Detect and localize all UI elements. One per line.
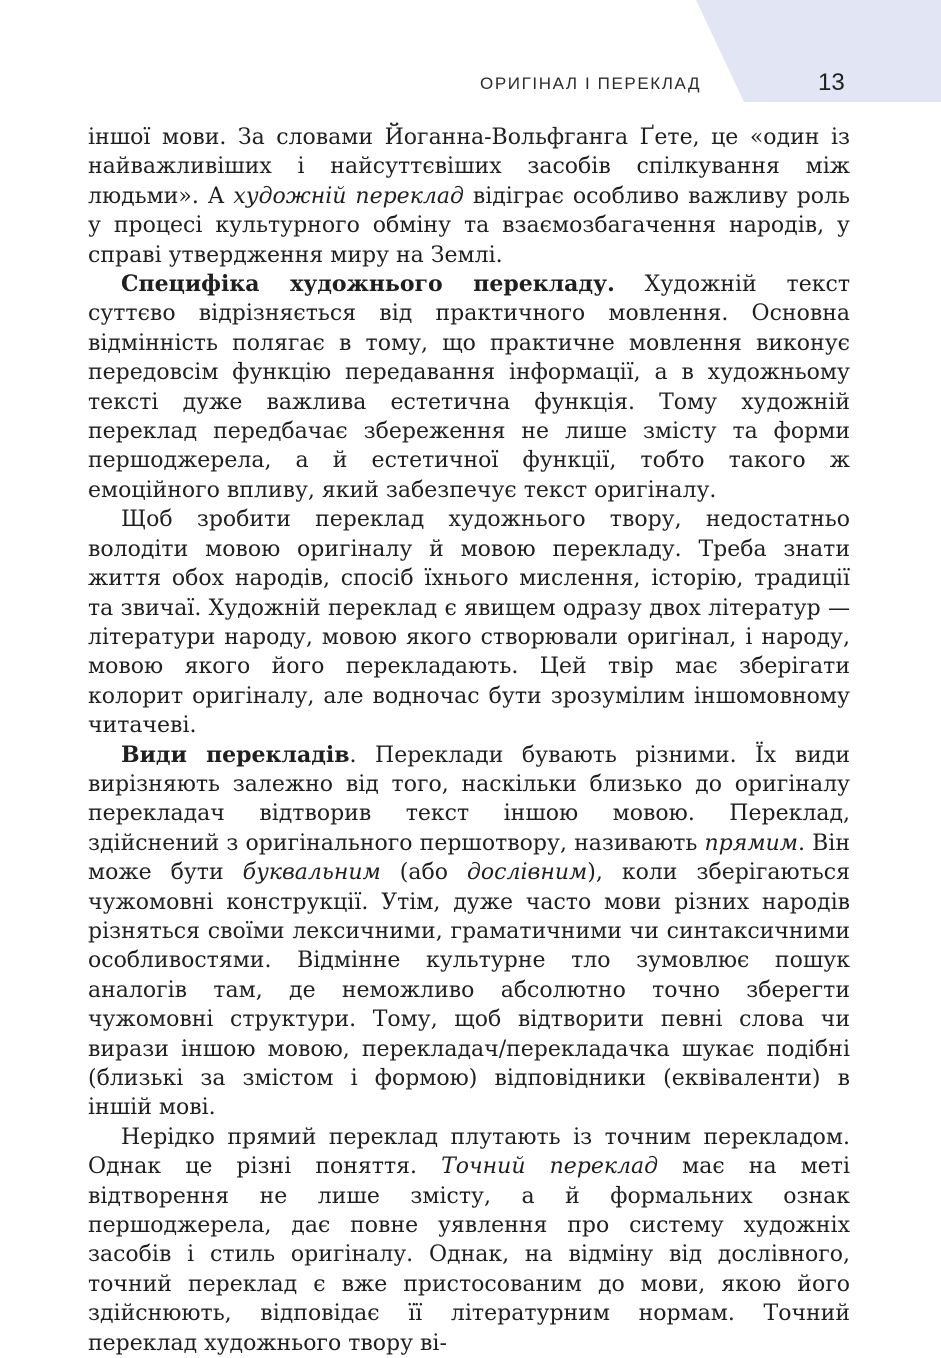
paragraph-text: (або [380, 860, 467, 886]
paragraph-text: ), коли зберігаються чужомовні конструкції. Утім, дуже часто мови різних народів різняться своїми лексичними, граматичними чи синтаксичними особливостями. Відмінне культурне тло зумовлює пошук аналогів там, де неможливо абсолютно точно зберегти чужомовні структури. Тому, щоб відтворити певні слова чи вирази іншою мовою, перекладач/перекладачка шукає подібні (близькі за змістом і формою) відповідники (еквіваленти) в іншій мові. [88, 860, 850, 1121]
running-head-title: ОРИГІНАЛ І ПЕРЕКЛАД [480, 74, 702, 93]
paragraph-2 [88, 270, 850, 505]
italic-term-exact-translation: Точний переклад [441, 1154, 659, 1180]
paragraph-1 [88, 123, 850, 270]
paragraph-3 [88, 505, 850, 740]
section-heading-types: Види перекладів [121, 741, 350, 768]
paragraph-text: іншої мови. За словами Йоганна-Вольфганга Ґете, це «один із найважливіших і найсуттєвіших засобів спілкування між людьми». А [88, 125, 850, 209]
paragraph-text: Художній текст суттєво відрізняється від практичного мовлення. Основна відмінність полягає в тому, що практичне мовлення виконує передовсім функцію передавання інформації, а в художньому тексті дуже важлива естетична функція. Тому художній переклад передбачає збереження не лише змісту та форми першоджерела, а й естетичної функції, тобто такого ж емоційного впливу, який забезпечує текст оригіналу. [88, 272, 850, 503]
paragraph-5 [88, 1123, 850, 1358]
paragraph-text: має на меті відтворення не лише змісту, а й формальних ознак першоджерела, дає повне уявлення про систему художніх засобів і стиль оригіналу. Однак, на відміну від дослівного, точний переклад є вже пристосованим до мови, якою його здійснюють, відповідає її літературним нормам. Точний переклад художнього твору ві- [88, 1154, 850, 1356]
italic-term-direct: прямим [704, 830, 798, 856]
paragraph-text: Щоб зробити переклад художнього твору, недостатньо володіти мовою оригіналу й мовою перекладу. Треба знати життя обох народів, спосіб їхнього мислення, історію, традиції та звичаї. Художній переклад є явищем одразу двох літератур — літератури народу, мовою якого створювали оригінал, і народу, мовою якого його перекладають. Цей твір має зберігати колорит оригіналу, але водночас бути зрозумілим іншомовному читачеві. [88, 507, 850, 739]
paragraph-text: . Переклади бувають різними. Їх види вирізняють залежно від того, наскільки близько до оригіналу перекладач відтворив текст іншою мовою. Переклад, здійснений з оригінального першотвору, називають [88, 742, 850, 856]
header-corner-tab [0, 0, 941, 102]
section-heading-specifics: Специфіка художнього перекладу. [121, 271, 615, 298]
paragraph-text: відіграє особливо важливу роль у процесі культурного обміну та взаємозбагачення народів, у справі утвердження миру на Землі. [88, 183, 850, 268]
italic-term-literal: буквальним [242, 860, 381, 886]
paragraph-text: . Він може бути [88, 830, 850, 886]
paragraph-4 [88, 741, 850, 1123]
text-body [88, 123, 850, 1358]
italic-term-word-for-word: дослівним [466, 860, 588, 886]
italic-term-artistic-translation: художній переклад [233, 183, 464, 209]
page-number: 13 [818, 69, 845, 96]
paragraph-text: Нерідко прямий переклад плутають із точним перекладом. Однак це різні поняття. [88, 1124, 850, 1180]
